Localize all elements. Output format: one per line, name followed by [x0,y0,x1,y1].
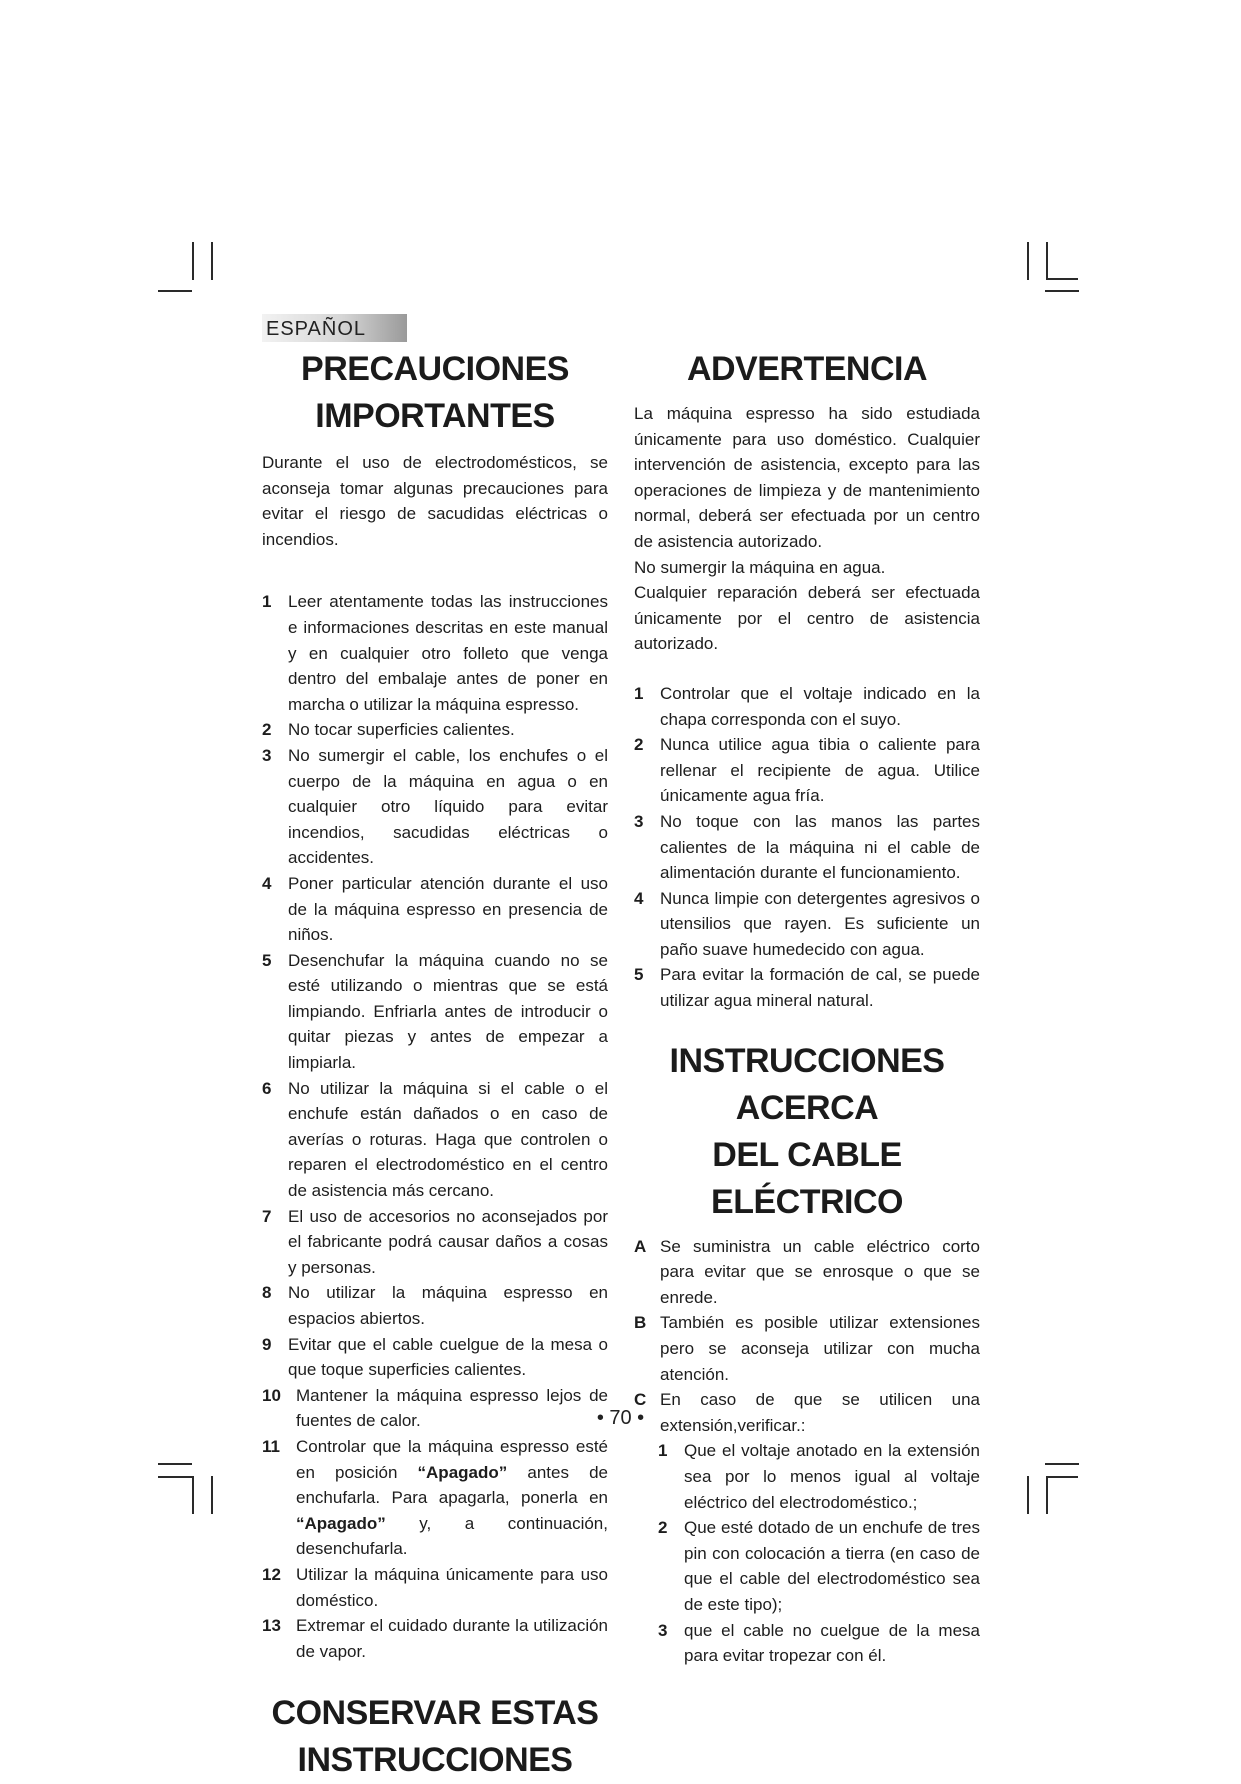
list-item: 2 Que esté dotado de un enchufe de tres pin con colocación a tierra (en caso de que el cable del electrodoméstico sea de este tipo); [658,1518,980,1614]
list-item: 13 Extremar el cuidado durante la utilización de vapor. [262,1616,608,1661]
page-number: • 70 • [596,1407,645,1429]
crop-mark [1046,242,1048,280]
list-item: 3 que el cable no cuelgue de la mesa para evitar tropezar con él. [658,1620,980,1666]
list-item: 11 Controlar que la máquina espresso esté en posición “Apagado” antes de enchufarla. Para apagarla, ponerla en “Apagado” y, a continuación, desenchufarla. [262,1436,608,1559]
list-item: B También es posible utilizar extensiones pero se aconseja utilizar con mucha atención. [634,1313,980,1384]
list-item: 1 Que el voltaje anotado en la extensión sea por lo menos igual al voltaje eléctrico del electrodoméstico.; [658,1441,980,1512]
crop-mark [158,1463,192,1465]
right-column [634,346,980,1669]
crop-mark [158,1476,192,1478]
crop-mark [192,1476,194,1514]
list-item: A Se suministra un cable eléctrico corto para evitar que se enrosque o que se enrede. [634,1236,980,1307]
list-item: 8 No utilizar la máquina espresso en espacios abiertos. [262,1283,608,1328]
precautions-title: PRECAUCIONES IMPORTANTES [301,350,569,435]
warning-list [634,681,980,1014]
crop-mark [158,290,192,292]
language-tab [262,314,407,342]
list-item: 3 No toque con las manos las partes calientes de la máquina ni el cable de alimentación durante el funcionamiento. [634,811,980,883]
crop-mark [1027,1476,1029,1514]
crop-mark [1046,1476,1078,1478]
warning-title: ADVERTENCIA [686,350,928,388]
crop-mark [1045,1463,1079,1465]
warning-paragraph: La máquina espresso ha sido estudiada únicamente para uso doméstico. Cualquier intervención de asistencia, excepto para las operaciones de limpieza y de mantenimiento normal, deberá ser efectuada por un centro de asistencia autorizado. [634,404,980,551]
list-item: 6 No utilizar la máquina si el cable o el enchufe están dañados o en caso de averías o roturas. Haga que controlen o reparen el electrodoméstico en el centro de asistencia más cercano. [262,1078,608,1201]
crop-mark [1046,1476,1048,1514]
cable-instructions-title: INSTRUCCIONES ACERCA DEL CABLE ELÉCTRICO [669,1041,945,1221]
list-item: 7 El uso de accesorios no aconsejados por el fabricante podrá causar daños a cosas y personas. [262,1206,608,1277]
list-item: C En caso de que se utilicen una extensión,verificar.: [634,1390,980,1435]
list-item: 5 Para evitar la formación de cal, se puede utilizar agua mineral natural. [634,965,980,1011]
crop-mark [192,242,194,280]
list-item: 1 Leer atentamente todas las instrucciones e informaciones descritas en este manual y en cualquier otro folleto que venga dentro del embalaje antes de poner en marcha o utilizar la máquina espresso. [262,592,608,714]
cable-sub-list [634,1438,980,1668]
list-item: 10 Mantener la máquina espresso lejos de fuentes de calor. [262,1385,608,1431]
warning-paragraph: Cualquier reparación deberá ser efectuada únicamente por el centro de asistencia autorizado. [634,583,980,654]
list-item: 12 Utilizar la máquina únicamente para uso doméstico. [262,1564,608,1610]
list-item: 1 Controlar que el voltaje indicado en la chapa corresponda con el suyo. [634,683,980,729]
list-item: 2 No tocar superficies calientes. [262,720,515,740]
crop-mark [1046,278,1078,280]
keep-instructions-title: CONSERVAR ESTAS INSTRUCCIONES [271,1694,599,1780]
crop-mark [211,1476,213,1514]
list-item: 5 Desenchufar la máquina cuando no se esté utilizando o mientras que se está limpiando. Enfriarla antes de introducir o quitar piezas y antes de empezar a limpiarla. [262,950,608,1073]
crop-mark [1027,242,1029,280]
left-column [262,346,608,1784]
warning-paragraph: No sumergir la máquina en agua. [634,557,886,577]
crop-mark [1045,290,1079,292]
intro-paragraph: Durante el uso de electrodomésticos, se aconseja tomar algunas precauciones para evitar el riesgo de sacudidas eléctricas o incendios. [262,453,608,549]
list-item: 2 Nunca utilice agua tibia o caliente para rellenar el recipiente de agua. Utilice únicamente agua fría. [634,735,980,806]
crop-mark [211,242,213,280]
precautions-list [262,589,608,1664]
list-item: 9 Evitar que el cable cuelgue de la mesa o que toque superficies calientes. [262,1334,608,1380]
list-item: 4 Poner particular atención durante el uso de la máquina espresso en presencia de niños. [262,873,608,945]
language-label: ESPAÑOL [266,318,366,340]
list-item: 3 No sumergir el cable, los enchufes o el cuerpo de la máquina en agua o en cualquier otro líquido para evitar incendios, sacudidas eléctricas o accidentes. [262,745,608,868]
list-item: 4 Nunca limpie con detergentes agresivos o utensilios que rayen. Es suficiente un paño suave humedecido con agua. [634,888,980,959]
